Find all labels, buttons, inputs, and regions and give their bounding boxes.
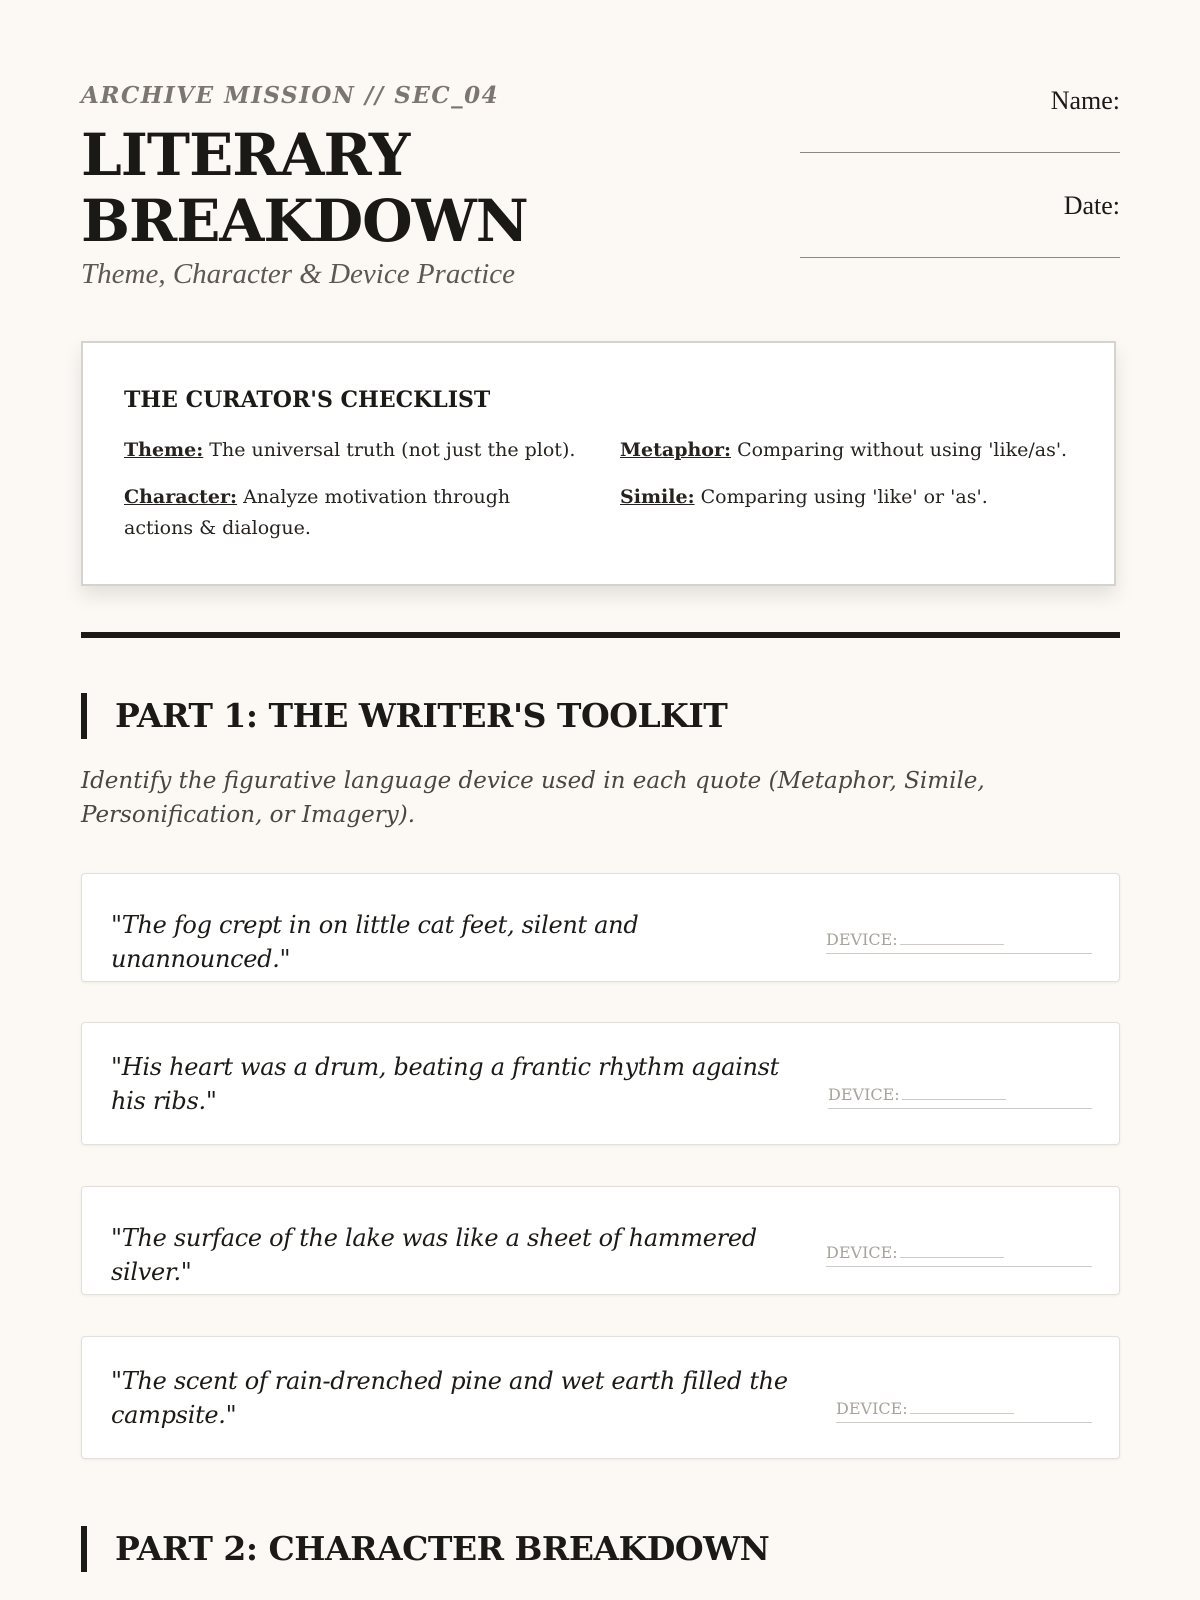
checklist-item-simile bbox=[620, 482, 1075, 513]
device-blank[interactable] bbox=[902, 1099, 1006, 1100]
quote-card bbox=[81, 873, 1120, 982]
device-label: DEVICE: bbox=[826, 930, 898, 949]
part1-heading: PART 1: THE WRITER'S TOOLKIT bbox=[81, 693, 727, 739]
title-line-1: LITERARY bbox=[81, 121, 410, 189]
device-answer-field[interactable] bbox=[836, 1399, 1092, 1423]
worksheet-page bbox=[81, 0, 1120, 1568]
date-field[interactable] bbox=[800, 191, 1120, 258]
checklist-term: Simile: bbox=[620, 486, 695, 508]
checklist-item-metaphor bbox=[620, 435, 1075, 466]
quote-text: "The scent of rain-drenched pine and wet earth filled the campsite." bbox=[111, 1367, 788, 1429]
title-line-2: BREAKDOWN bbox=[81, 187, 528, 255]
curators-checklist bbox=[81, 341, 1116, 586]
checklist-term: Metaphor: bbox=[620, 439, 732, 461]
device-answer-field[interactable] bbox=[828, 1085, 1092, 1109]
name-field[interactable] bbox=[800, 86, 1120, 153]
section-divider bbox=[81, 632, 1120, 638]
checklist-term: Theme: bbox=[124, 439, 204, 461]
quote-text: "The fog crept in on little cat feet, silent and unannounced." bbox=[111, 911, 639, 973]
quote-card bbox=[81, 1336, 1120, 1459]
quote-card bbox=[81, 1022, 1120, 1145]
device-blank[interactable] bbox=[900, 1257, 1004, 1258]
part2-heading: PART 2: CHARACTER BREAKDOWN bbox=[81, 1526, 769, 1572]
device-label: DEVICE: bbox=[836, 1399, 908, 1418]
quote-card bbox=[81, 1186, 1120, 1295]
date-line[interactable] bbox=[800, 257, 1120, 258]
name-label: Name: bbox=[1050, 86, 1120, 115]
page-subtitle: Theme, Character & Device Practice bbox=[81, 258, 516, 290]
checklist-item-theme bbox=[124, 435, 579, 466]
device-blank[interactable] bbox=[910, 1413, 1014, 1414]
checklist-definition: The universal truth (not just the plot). bbox=[209, 439, 576, 461]
worksheet-header bbox=[81, 0, 1120, 320]
device-answer-field[interactable] bbox=[826, 930, 1092, 954]
checklist-definition: Analyze motivation through actions & dialogue. bbox=[124, 486, 511, 539]
quote-text: "The surface of the lake was like a sheet of hammered silver." bbox=[111, 1224, 757, 1286]
device-label: DEVICE: bbox=[828, 1085, 900, 1104]
checklist-definition: Comparing using 'like' or 'as'. bbox=[700, 486, 988, 508]
device-label: DEVICE: bbox=[826, 1243, 898, 1262]
page-title bbox=[81, 122, 528, 254]
quote-text: "His heart was a drum, beating a frantic rhythm against his ribs." bbox=[111, 1053, 779, 1115]
checklist-title: THE CURATOR'S CHECKLIST bbox=[124, 387, 491, 413]
date-label: Date: bbox=[1063, 191, 1120, 220]
checklist-item-character bbox=[124, 482, 579, 544]
checklist-definition: Comparing without using 'like/as'. bbox=[737, 439, 1068, 461]
device-answer-field[interactable] bbox=[826, 1243, 1092, 1267]
name-line[interactable] bbox=[800, 152, 1120, 153]
part1-instructions: Identify the figurative language device used in each quote (Metaphor, Simile, Personification, or Imagery). bbox=[81, 768, 985, 828]
device-blank[interactable] bbox=[900, 944, 1004, 945]
mission-code: ARCHIVE MISSION // SEC_04 bbox=[81, 82, 500, 109]
checklist-term: Character: bbox=[124, 486, 238, 508]
